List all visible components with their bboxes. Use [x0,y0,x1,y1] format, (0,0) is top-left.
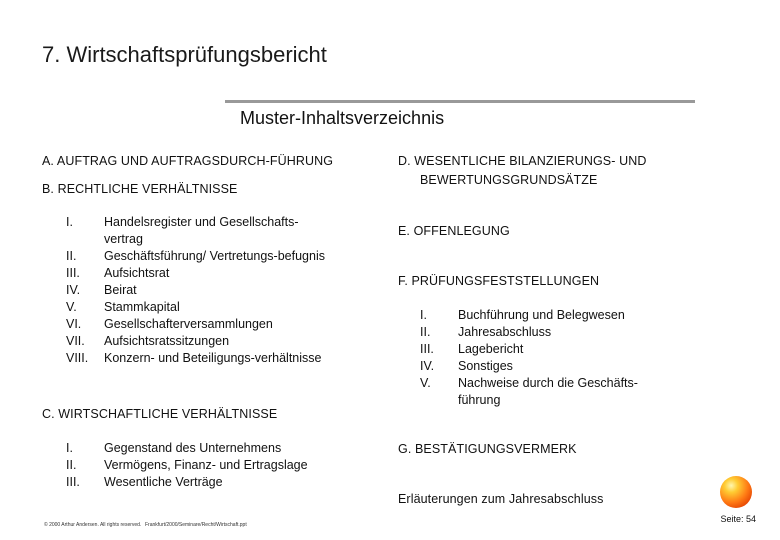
item-number: I. [66,441,73,455]
item-text: Lagebericht [458,342,524,356]
item-number: I. [420,308,427,322]
item-text: Aufsichtsratssitzungen [104,334,230,348]
item-number: III. [66,475,80,489]
section-c-list [66,440,374,491]
item-text: Konzern- und Beteiligungs-verhältnisse [104,351,322,365]
list-item [420,375,668,409]
list-item [420,358,668,375]
section-f-list [420,307,668,409]
list-item [66,265,334,282]
section-b-list [66,214,334,367]
section-g-heading: G. BESTÄTIGUNGSVERMERK [398,442,577,456]
title-divider [225,100,695,103]
item-number: I. [66,215,73,229]
section-c-heading: C. WIRTSCHAFTLICHE VERHÄLTNISSE [42,407,278,421]
item-number: V. [420,376,431,390]
section-a-heading: A. AUFTRAG UND AUFTRAGSDURCH-FÜHRUNG [42,154,334,168]
list-item [66,457,374,474]
list-item [66,316,334,333]
list-item [66,282,334,299]
list-item [66,248,334,265]
item-number: IV. [66,283,81,297]
item-text: Wesentliche Verträge [104,475,223,489]
list-item [66,333,334,350]
item-number: VIII. [66,351,89,365]
item-number: IV. [420,359,435,373]
orange-ball-logo [720,476,752,508]
section-e-heading: E. OFFENLEGUNG [398,224,510,238]
file-path: Frankfurt/2000/Seminare/Recht/Wirtschaft.ppt [145,522,247,528]
item-number: VI. [66,317,82,331]
copyright-note: © 2000 Arthur Andersen. All rights reserved. [44,522,142,528]
item-number: V. [66,300,77,314]
list-item [420,307,668,324]
item-text: Gegenstand des Unternehmens [104,441,282,455]
item-text: Jahresabschluss [458,325,552,339]
section-d-heading: D. WESENTLICHE BILANZIERUNGS- UND [398,154,647,168]
slide-subtitle: Muster-Inhaltsverzeichnis [240,108,445,128]
list-item [66,474,374,491]
item-text: Beirat [104,283,137,297]
item-text: Vermögens, Finanz- und Ertragslage [104,458,308,472]
section-d-heading-continued: BEWERTUNGSGRUNDSÄTZE [420,173,598,187]
item-text: Buchführung und Belegwesen [458,308,625,322]
list-item [66,350,334,367]
list-item [420,324,668,341]
item-number: II. [66,458,77,472]
item-text: Stammkapital [104,300,180,314]
item-text: Handelsregister und Gesellschafts-vertrag [104,215,299,246]
notes-heading: Erläuterungen zum Jahresabschluss [398,492,604,506]
item-text: Nachweise durch die Geschäfts-führung [458,376,638,407]
page-number: Seite: 54 [720,514,756,524]
item-text: Geschäftsführung/ Vertretungs-befugnis [104,249,325,263]
item-number: III. [420,342,434,356]
list-item [66,440,374,457]
item-text: Gesellschafterversammlungen [104,317,273,331]
item-number: II. [66,249,77,263]
section-f-heading: F. PRÜFUNGSFESTSTELLUNGEN [398,274,600,288]
list-item [420,341,668,358]
list-item [66,299,334,316]
item-text: Aufsichtsrat [104,266,170,280]
slide-title: 7. Wirtschaftsprüfungsbericht [42,42,327,67]
item-number: III. [66,266,80,280]
item-number: II. [420,325,431,339]
section-b-heading: B. RECHTLICHE VERHÄLTNISSE [42,182,238,196]
item-number: VII. [66,334,85,348]
item-text: Sonstiges [458,359,513,373]
list-item [66,214,334,248]
